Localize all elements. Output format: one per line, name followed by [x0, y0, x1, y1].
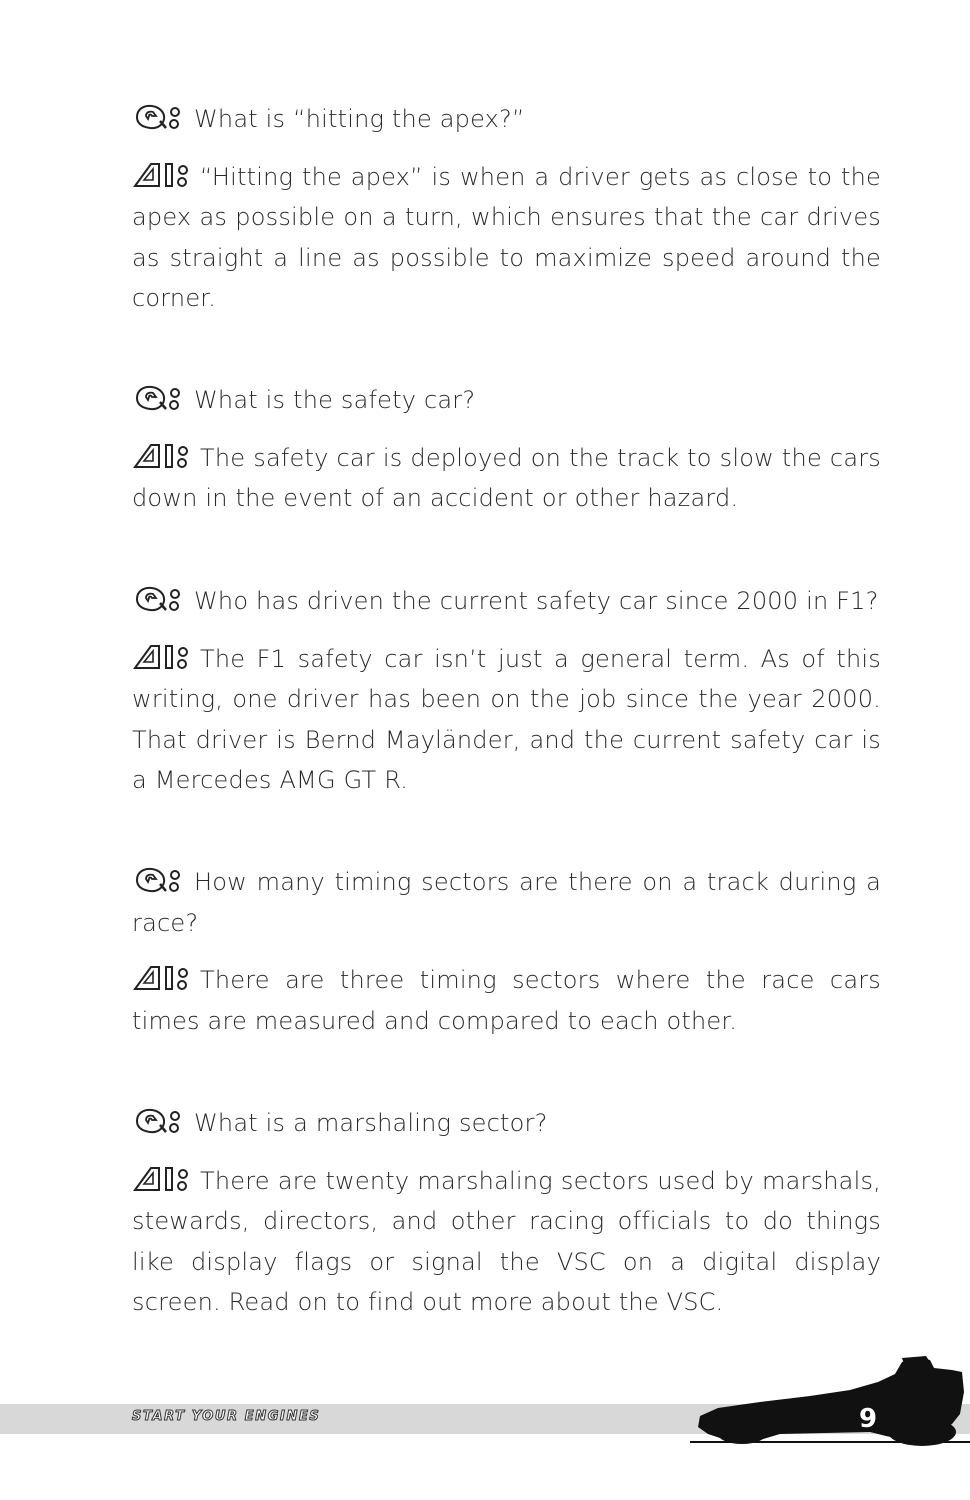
answer: There are twenty marshaling sectors used by marshals, stewards, directors, and other racing officials to do things like display flags or signal the VSC on a digital display screen. Read on to find out more about the VSC. [132, 1166, 881, 1316]
question: What is the safety car? [132, 380, 881, 421]
a-badge-icon [132, 442, 194, 470]
race-car-silhouette-icon [690, 1352, 970, 1447]
question: How many timing sectors are there on a track during a race? [132, 868, 881, 937]
q-badge-icon [132, 866, 188, 894]
a-badge-icon [132, 643, 194, 671]
question: What is a marshaling sector? [132, 1103, 881, 1144]
page-number: 9 [858, 1404, 878, 1434]
a-badge-icon [132, 1165, 194, 1193]
qa-item [132, 99, 881, 319]
qa-item [132, 1103, 881, 1323]
answer: The safety car is deployed on the track to slow the cars down in the event of an accident or other hazard. [132, 443, 881, 512]
q-badge-icon [132, 585, 188, 613]
question: What is “hitting the apex?” [132, 99, 881, 140]
answer: The F1 safety car isn’t just a general term. As of this writing, one driver has been on the job since the year 2000. That driver is Bernd Mayländer, and the current safety car is a Mercedes AMG GT R. [132, 644, 881, 794]
qa-item [132, 862, 881, 1041]
question: Who has driven the current safety car since 2000 in F1? [132, 581, 881, 622]
qa-item [132, 581, 881, 801]
a-badge-icon [132, 964, 194, 992]
q-badge-icon [132, 103, 188, 131]
answer: “Hitting the apex” is when a driver gets as close to the apex as possible on a turn, which ensures that the car drives as straight a line as possible to maximize speed around the corner. [132, 162, 881, 312]
qa-item [132, 380, 881, 519]
a-badge-icon [132, 161, 194, 189]
q-badge-icon [132, 384, 188, 412]
answer: There are three timing sectors where the race cars times are measured and compared to each other. [132, 966, 881, 1035]
q-badge-icon [132, 1107, 188, 1135]
book-title: START YOUR ENGINES [132, 1409, 321, 1424]
